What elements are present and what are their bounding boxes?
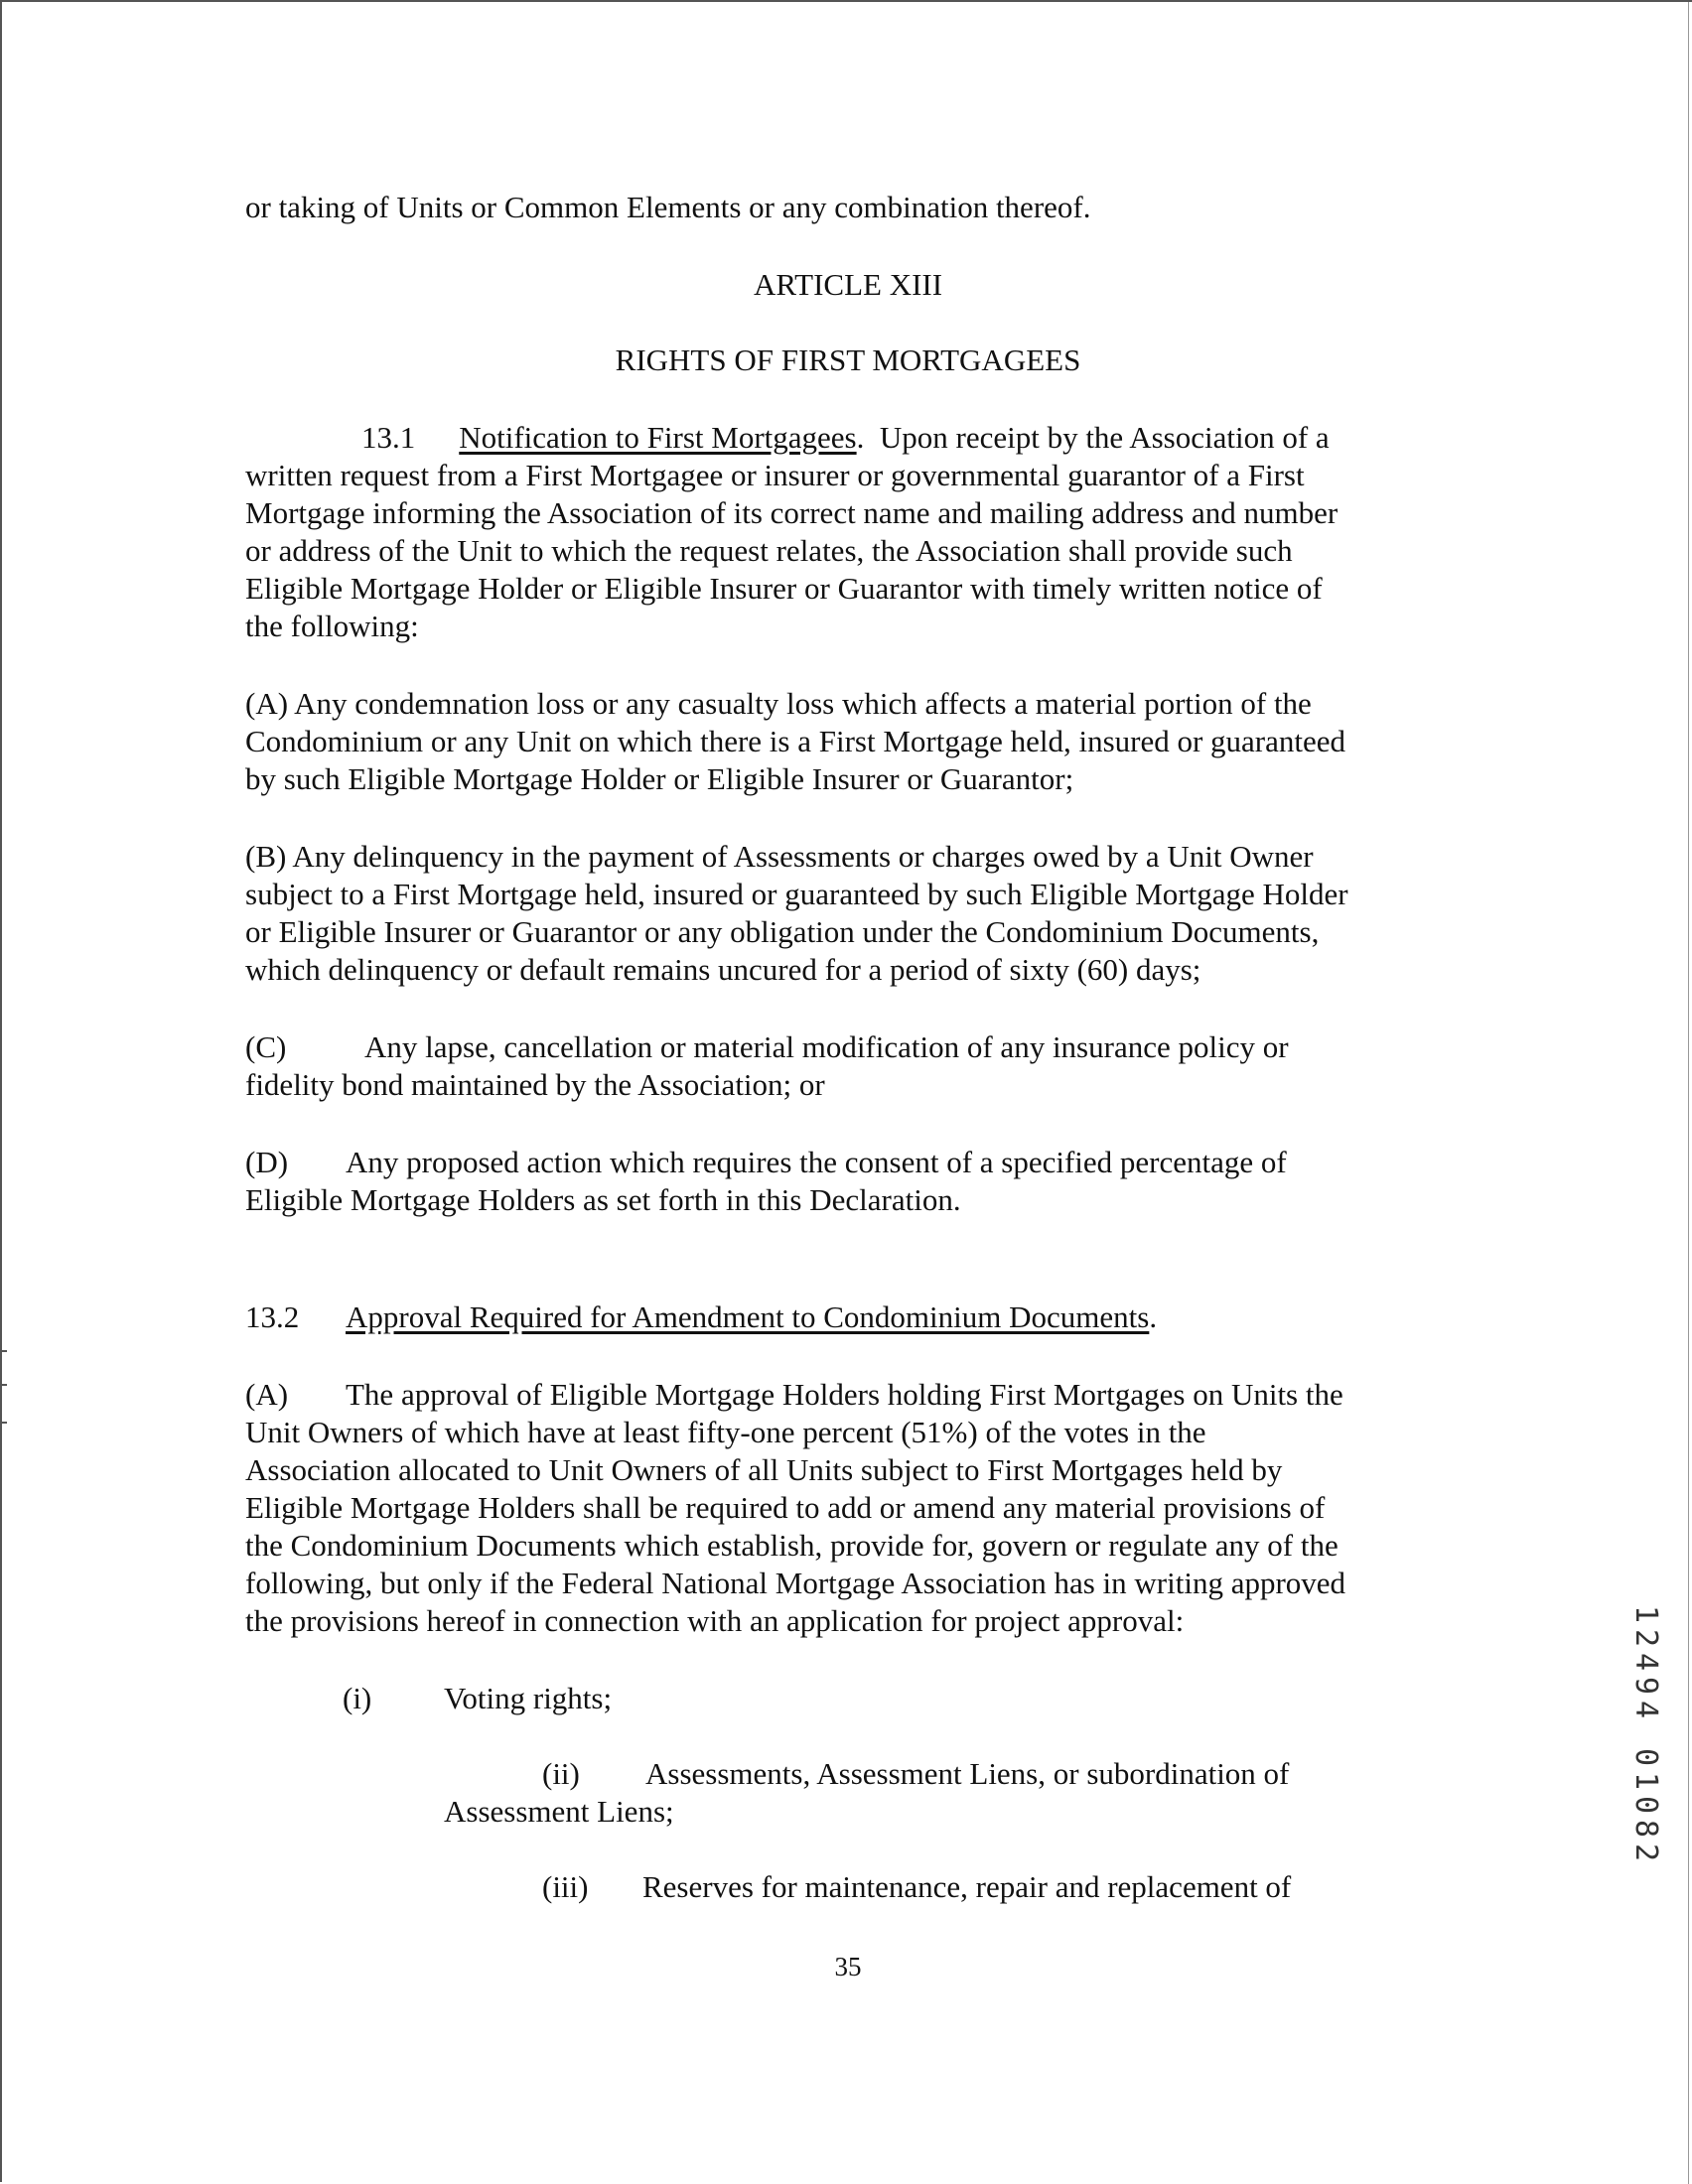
section-heading: Approval Required for Amendment to Condominium Documents bbox=[346, 1299, 1150, 1334]
side-stamp-char: 2 bbox=[1628, 1843, 1663, 1862]
s13-2-a-line: Unit Owners of which have at least fifty-one percent (51%) of the votes in the bbox=[245, 1415, 1206, 1449]
paragraph-line: Mortgage informing the Association of its correct name and mailing address and number bbox=[245, 495, 1339, 530]
continuation-line: or taking of Units or Common Elements or any combination thereof. bbox=[245, 190, 1091, 224]
side-stamp-char: 4 bbox=[1628, 1700, 1663, 1719]
section-13-1-first-line: 13.1 Notification to First Mortgagees. Upon receipt by the Association of a bbox=[361, 420, 1330, 455]
sub-i-text: Voting rights; bbox=[444, 1681, 613, 1715]
item-c-label: (C) bbox=[245, 1029, 287, 1064]
article-title: RIGHTS OF FIRST MORTGAGEES bbox=[615, 342, 1081, 377]
side-stamp-char bbox=[1636, 1724, 1660, 1742]
paragraph-line: the following: bbox=[245, 609, 419, 643]
side-stamp-char: 0 bbox=[1628, 1747, 1663, 1767]
margin-mark bbox=[2, 1350, 7, 1352]
paragraph-line: written request from a First Mortgagee or insurer or governmental guarantor of a First bbox=[245, 458, 1305, 492]
item-d-line: Any proposed action which requires the consent of a specified percentage of bbox=[346, 1145, 1287, 1179]
item-b-line: subject to a First Mortgage held, insured or guaranteed by such Eligible Mortgage Holder bbox=[245, 877, 1348, 911]
section-13-2-heading-line: Approval Required for Amendment to Condominium Documents. bbox=[346, 1299, 1158, 1334]
paragraph-line: or address of the Unit to which the request relates, the Association shall provide such bbox=[245, 533, 1293, 568]
side-stamp-char: 9 bbox=[1628, 1676, 1663, 1696]
s13-2-a-line: Association allocated to Unit Owners of all Units subject to First Mortgages held by bbox=[245, 1452, 1283, 1487]
side-stamp-char: 8 bbox=[1628, 1819, 1663, 1839]
side-stamp-char: 1 bbox=[1628, 1771, 1663, 1791]
item-c-line: Any lapse, cancellation or material modification of any insurance policy or bbox=[364, 1029, 1289, 1064]
sub-iii-text: Reserves for maintenance, repair and replacement of bbox=[642, 1869, 1292, 1904]
s13-2-a-line: the Condominium Documents which establish, provide for, govern or regulate any of the bbox=[245, 1528, 1339, 1563]
margin-mark bbox=[2, 1422, 7, 1424]
side-stamp-char: 2 bbox=[1628, 1628, 1663, 1648]
item-d-label: (D) bbox=[245, 1145, 289, 1179]
item-a-line: Condominium or any Unit on which there is a First Mortgage held, insured or guaranteed bbox=[245, 724, 1346, 758]
page-number: 35 bbox=[834, 1952, 862, 1981]
s13-2-a-line: the provisions hereof in connection with an application for project approval: bbox=[245, 1603, 1185, 1638]
side-stamp-char: 4 bbox=[1628, 1652, 1663, 1672]
s13-2-a-line: following, but only if the Federal National Mortgage Association has in writing approved bbox=[245, 1566, 1346, 1600]
s13-2-a-line: Eligible Mortgage Holders shall be required to add or amend any material provisions of bbox=[245, 1490, 1326, 1525]
article-heading: ARTICLE XIII bbox=[753, 267, 943, 302]
s13-2-a-line: The approval of Eligible Mortgage Holders holding First Mortgages on Units the bbox=[346, 1377, 1343, 1412]
paragraph-line: Eligible Mortgage Holder or Eligible Insurer or Guarantor with timely written notice of bbox=[245, 571, 1323, 606]
sub-i-label: (i) bbox=[343, 1681, 372, 1715]
margin-mark bbox=[2, 1384, 7, 1386]
side-stamp-char: 0 bbox=[1628, 1795, 1663, 1815]
s13-2-a-label: (A) bbox=[245, 1377, 289, 1412]
sub-ii-text: Assessments, Assessment Liens, or subordination of bbox=[645, 1756, 1290, 1791]
item-a-line: (A) Any condemnation loss or any casualty loss which affects a material portion of the bbox=[245, 686, 1312, 721]
section-number: 13.1 bbox=[361, 420, 416, 455]
item-c-line: fidelity bond maintained by the Association; or bbox=[245, 1067, 825, 1102]
sub-ii-label: (ii) bbox=[542, 1756, 580, 1791]
scan-edge bbox=[1688, 2, 1689, 2184]
sub-iii-label: (iii) bbox=[542, 1869, 589, 1904]
sub-ii-cont: Assessment Liens; bbox=[444, 1794, 674, 1829]
section-heading: Notification to First Mortgagees bbox=[459, 420, 857, 455]
item-a-line: by such Eligible Mortgage Holder or Eligible Insurer or Guarantor; bbox=[245, 761, 1074, 796]
item-b-line: or Eligible Insurer or Guarantor or any obligation under the Condominium Documents, bbox=[245, 914, 1320, 949]
item-b-line: (B) Any delinquency in the payment of Assessments or charges owed by a Unit Owner bbox=[245, 839, 1314, 874]
section-13-2-number: 13.2 bbox=[245, 1299, 300, 1334]
item-b-line: which delinquency or default remains uncured for a period of sixty (60) days; bbox=[245, 952, 1201, 987]
side-stamp bbox=[1628, 1602, 1668, 1880]
item-d-line: Eligible Mortgage Holders as set forth in this Declaration. bbox=[245, 1182, 961, 1217]
side-stamp-char: 1 bbox=[1628, 1604, 1663, 1624]
